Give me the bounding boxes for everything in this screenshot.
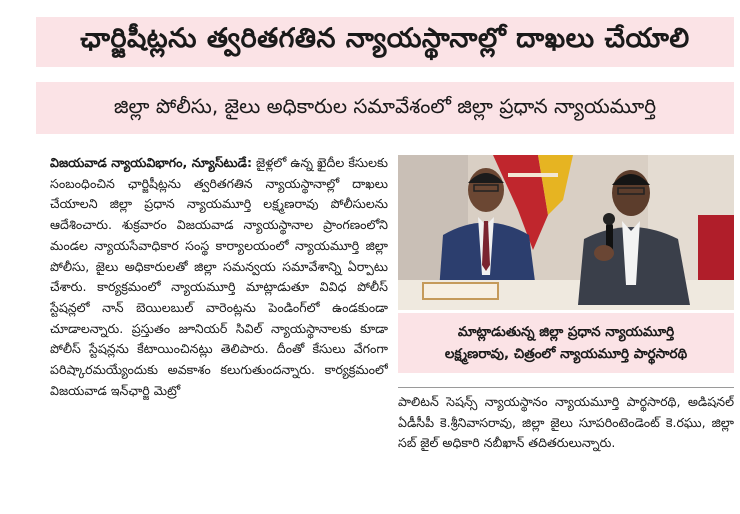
article-dateline: విజయవాడ న్యాయవిభాగం, న్యూస్‌టుడే: bbox=[50, 155, 252, 170]
article-text: జైళ్లలో ఉన్న ఖైదీల కేసులకు సంబంధించిన ఛార్జిషీట్లను త్వరితగతిన న్యాయస్థానాల్లో దాఖలు చేయాలని జిల్లా ప్రధాన న్యాయమూర్తి లక్ష్మణరావు పోలీసులను ఆదేశించారు. శుక్రవారం విజయవాడ న్యాయస్థానాల ప్రాంగణంలోని మండల న్యాయసేవాధికార సంస్థ కార్యాలయంలో న్యాయమూర్తి జిల్లా పోలీసు, జైలు అధికారులతో జిల్లా సమన్వయ సమావేశాన్ని ఏర్పాటు చేశారు. కార్యక్రమంలో న్యాయమూర్తి మాట్లాడుతూ వివిధ పోలీస్ స్టేషన్లలో నాన్ బెయిలబుల్ వారెంట్లను పెండింగ్‌లో ఉండకుండా చూడాలన్నారు. ప్రస్తుతం జూనియర్ సివిల్ న్యాయస్థానాలకు కూడా పోలీస్ స్టేషన్లను కేటాయించినట్లు తెలిపారు. దీంతో కేసులు వేగంగా పరిష్కారమయ్యేందుకు అవకాశం కలుగుతుందన్నారు. కార్యక్రమంలో విజయవాడ ఇన్‌ఛార్జి మెట్రో bbox=[50, 155, 388, 398]
news-photo bbox=[398, 155, 734, 310]
subheadline bbox=[36, 82, 734, 134]
headline-text: ఛార్జిషీట్లను త్వరితగతిన న్యాయస్థానాల్లో దాఖలు చేయాలి bbox=[80, 23, 690, 54]
photo-caption-line-2: లక్ష్మణరావు, చిత్రంలో న్యాయమూర్తి పార్థసారథి bbox=[444, 346, 688, 362]
headline bbox=[36, 17, 734, 67]
news-photo-illustration bbox=[398, 155, 734, 310]
article-continuation: పాలిటన్ సెషన్స్ న్యాయస్థానం న్యాయమూర్తి పార్థసారథి, అడిషనల్ ఏడీసీపీ కె.శ్రీనివాసరావు, జిల్లా జైలు సూపరింటెండెంట్ కె.రఘు, జిల్లా సబ్ జైల్ అధికారి నబీఖాన్ తదితరులున్నారు. bbox=[398, 394, 734, 451]
divider-line bbox=[398, 387, 734, 388]
photo-caption-line-1: మాట్లాడుతున్న జిల్లా ప్రధాన న్యాయమూర్తి bbox=[457, 324, 675, 340]
photo-caption bbox=[398, 313, 734, 373]
article-body bbox=[50, 153, 388, 513]
subheadline-text: జిల్లా పోలీసు, జైలు అధికారుల సమావేశంలో జిల్లా ప్రధాన న్యాయమూర్తి bbox=[113, 93, 657, 118]
